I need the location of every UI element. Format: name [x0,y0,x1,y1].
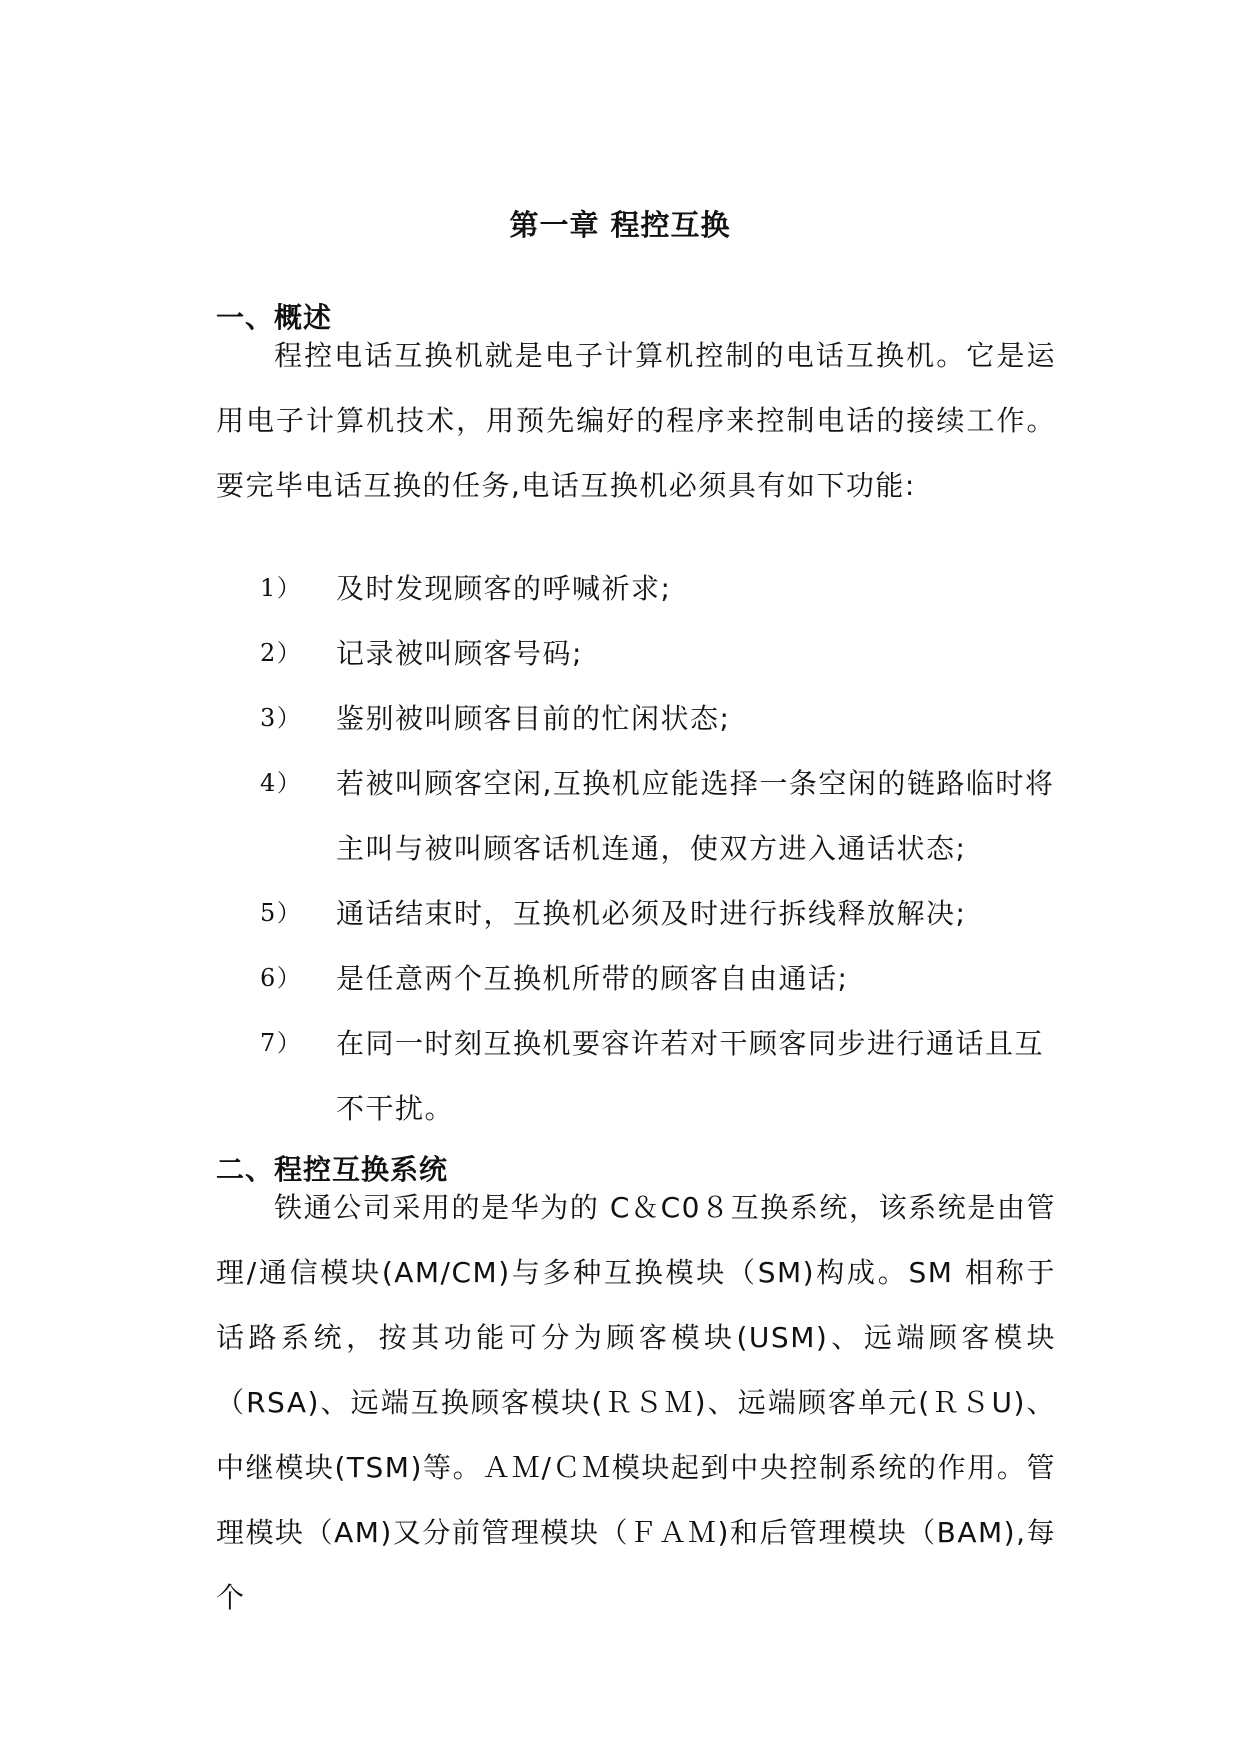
list-item [216,621,1056,686]
list-item-number: 5） [260,899,303,927]
list-item-text: 及时发现顾客的呼喊祈求; [336,572,672,605]
list-item [216,686,1056,751]
system-paragraph: 铁通公司采用的是华为的 C＆C0８互换系统，该系统是由管理/通信模块(AM/CM)与多种互换模块（SM)构成。SM 相称于话路系统，按其功能可分为顾客模块(USM)、远端顾客模块（RSA)、远端互换顾客模块(ＲＳＭ)、远端顾客单元(ＲＳU)、中继模块(TSM)等。ＡＭ/ＣＭ模块起到中央控制系统的作用。管理模块（AM)又分前管理模块（ＦＡＭ)和后管理模块（BAM),每个 [216,1191,1056,1614]
list-item-number: 2） [260,639,303,667]
list-item-text: 若被叫顾客空闲,互换机应能选择一条空闲的链路临时将主叫与被叫顾客话机连通，使双方进入通话状态; [336,767,1055,865]
list-item-text: 通话结束时，互换机必须及时进行拆线释放解决; [336,897,967,930]
list-item [216,556,1056,621]
section-heading-system: 二、程控互换系统 [216,1153,449,1186]
list-item [216,751,1056,881]
list-item-number: 4） [260,769,303,797]
list-item [216,1011,1056,1141]
list-item-text: 鉴别被叫顾客目前的忙闲状态; [336,702,731,735]
overview-paragraph: 程控电话互换机就是电子计算机控制的电话互换机。它是运用电子计算机技术，用预先编好的程序来控制电话的接续工作。要完毕电话互换的任务,电话互换机必须具有如下功能: [216,339,1056,502]
function-list [216,556,1056,1141]
list-item-number: 7） [260,1029,303,1057]
chapter-title: 第一章 程控互换 [509,208,731,242]
list-item-text: 记录被叫顾客号码; [336,637,583,670]
list-item [216,946,1056,1011]
list-item-number: 3） [260,704,303,732]
list-item-text: 在同一时刻互换机要容许若对干顾客同步进行通话且互不干扰。 [336,1027,1045,1125]
list-item-number: 1） [260,574,303,602]
list-item [216,881,1056,946]
section-heading-overview: 一、概述 [216,301,333,334]
list-item-number: 6） [260,964,303,992]
list-item-text: 是任意两个互换机所带的顾客自由通话; [336,962,849,995]
